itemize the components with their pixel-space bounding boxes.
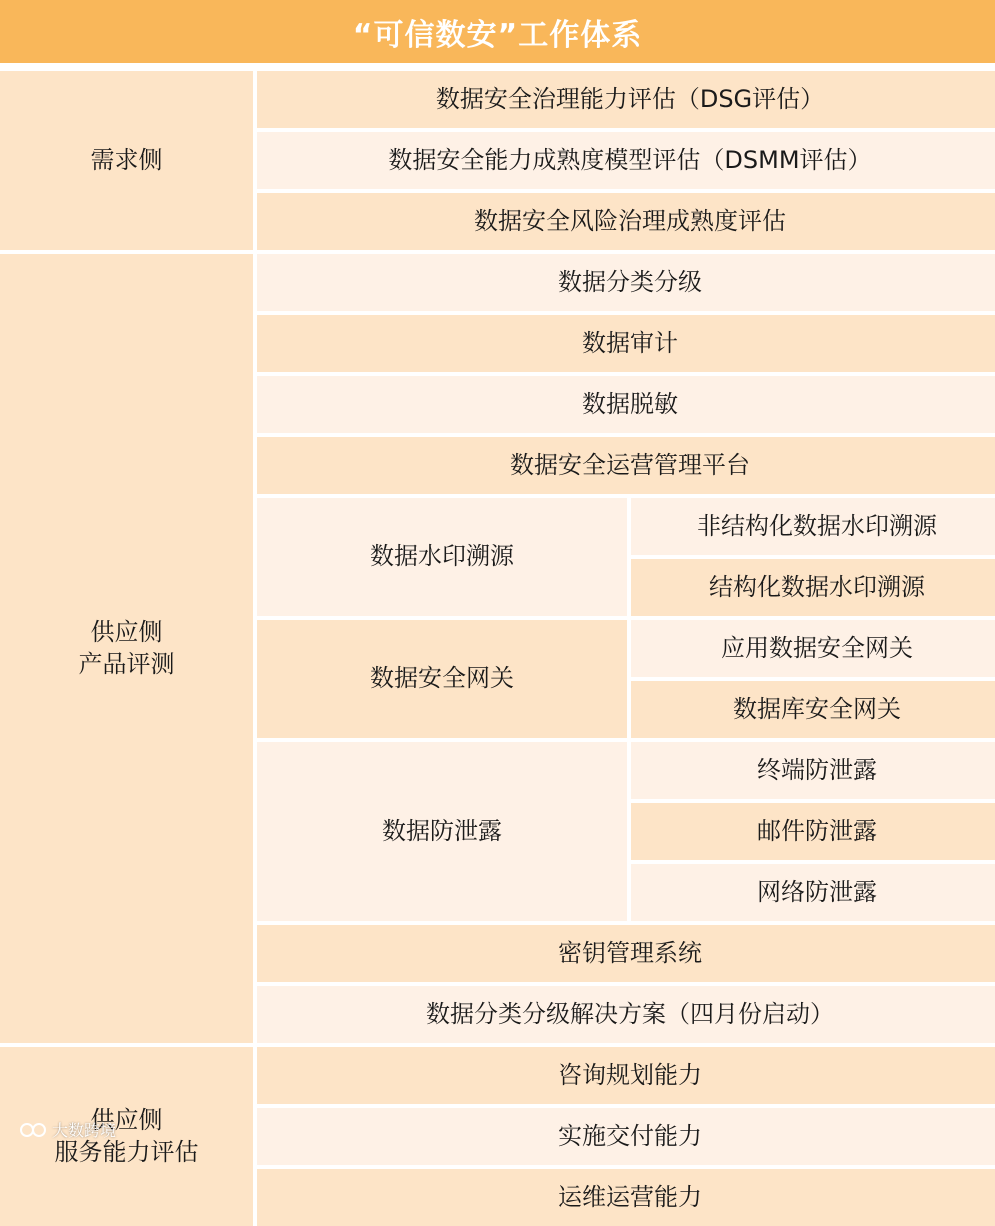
page-title: “可信数安”工作体系	[0, 0, 995, 63]
framework-grid	[0, 67, 995, 1211]
sub-watermark-structured: 结构化数据水印溯源	[631, 559, 995, 616]
item-consulting: 咨询规划能力	[257, 1047, 995, 1104]
item-operations: 运维运营能力	[257, 1169, 995, 1226]
item-dsmm: 数据安全能力成熟度模型评估（DSMM评估）	[257, 132, 995, 189]
item-ops-platform: 数据安全运营管理平台	[257, 437, 995, 494]
group-demand: 需求侧	[0, 71, 253, 250]
sub-gateway-app: 应用数据安全网关	[631, 620, 995, 677]
item-dlp: 数据防泄露	[257, 742, 627, 921]
sub-dlp-endpoint: 终端防泄露	[631, 742, 995, 799]
sub-dlp-email: 邮件防泄露	[631, 803, 995, 860]
item-classification: 数据分类分级	[257, 254, 995, 311]
item-dsg: 数据安全治理能力评估（DSG评估）	[257, 71, 995, 128]
sub-dlp-network: 网络防泄露	[631, 864, 995, 921]
item-delivery: 实施交付能力	[257, 1108, 995, 1165]
item-risk: 数据安全风险治理成熟度评估	[257, 193, 995, 250]
logo-icon	[20, 1121, 46, 1139]
sub-gateway-db: 数据库安全网关	[631, 681, 995, 738]
item-watermark: 数据水印溯源	[257, 498, 627, 616]
sub-watermark-unstructured: 非结构化数据水印溯源	[631, 498, 995, 555]
watermark	[20, 1118, 116, 1141]
group-product: 供应侧 产品评测	[0, 254, 253, 1043]
group-service: 供应侧 服务能力评估	[0, 1047, 253, 1226]
item-audit: 数据审计	[257, 315, 995, 372]
item-key-mgmt: 密钥管理系统	[257, 925, 995, 982]
item-gateway: 数据安全网关	[257, 620, 627, 738]
item-classification-solution: 数据分类分级解决方案（四月份启动）	[257, 986, 995, 1043]
watermark-text: 大数跨境	[52, 1121, 117, 1140]
item-masking: 数据脱敏	[257, 376, 995, 433]
